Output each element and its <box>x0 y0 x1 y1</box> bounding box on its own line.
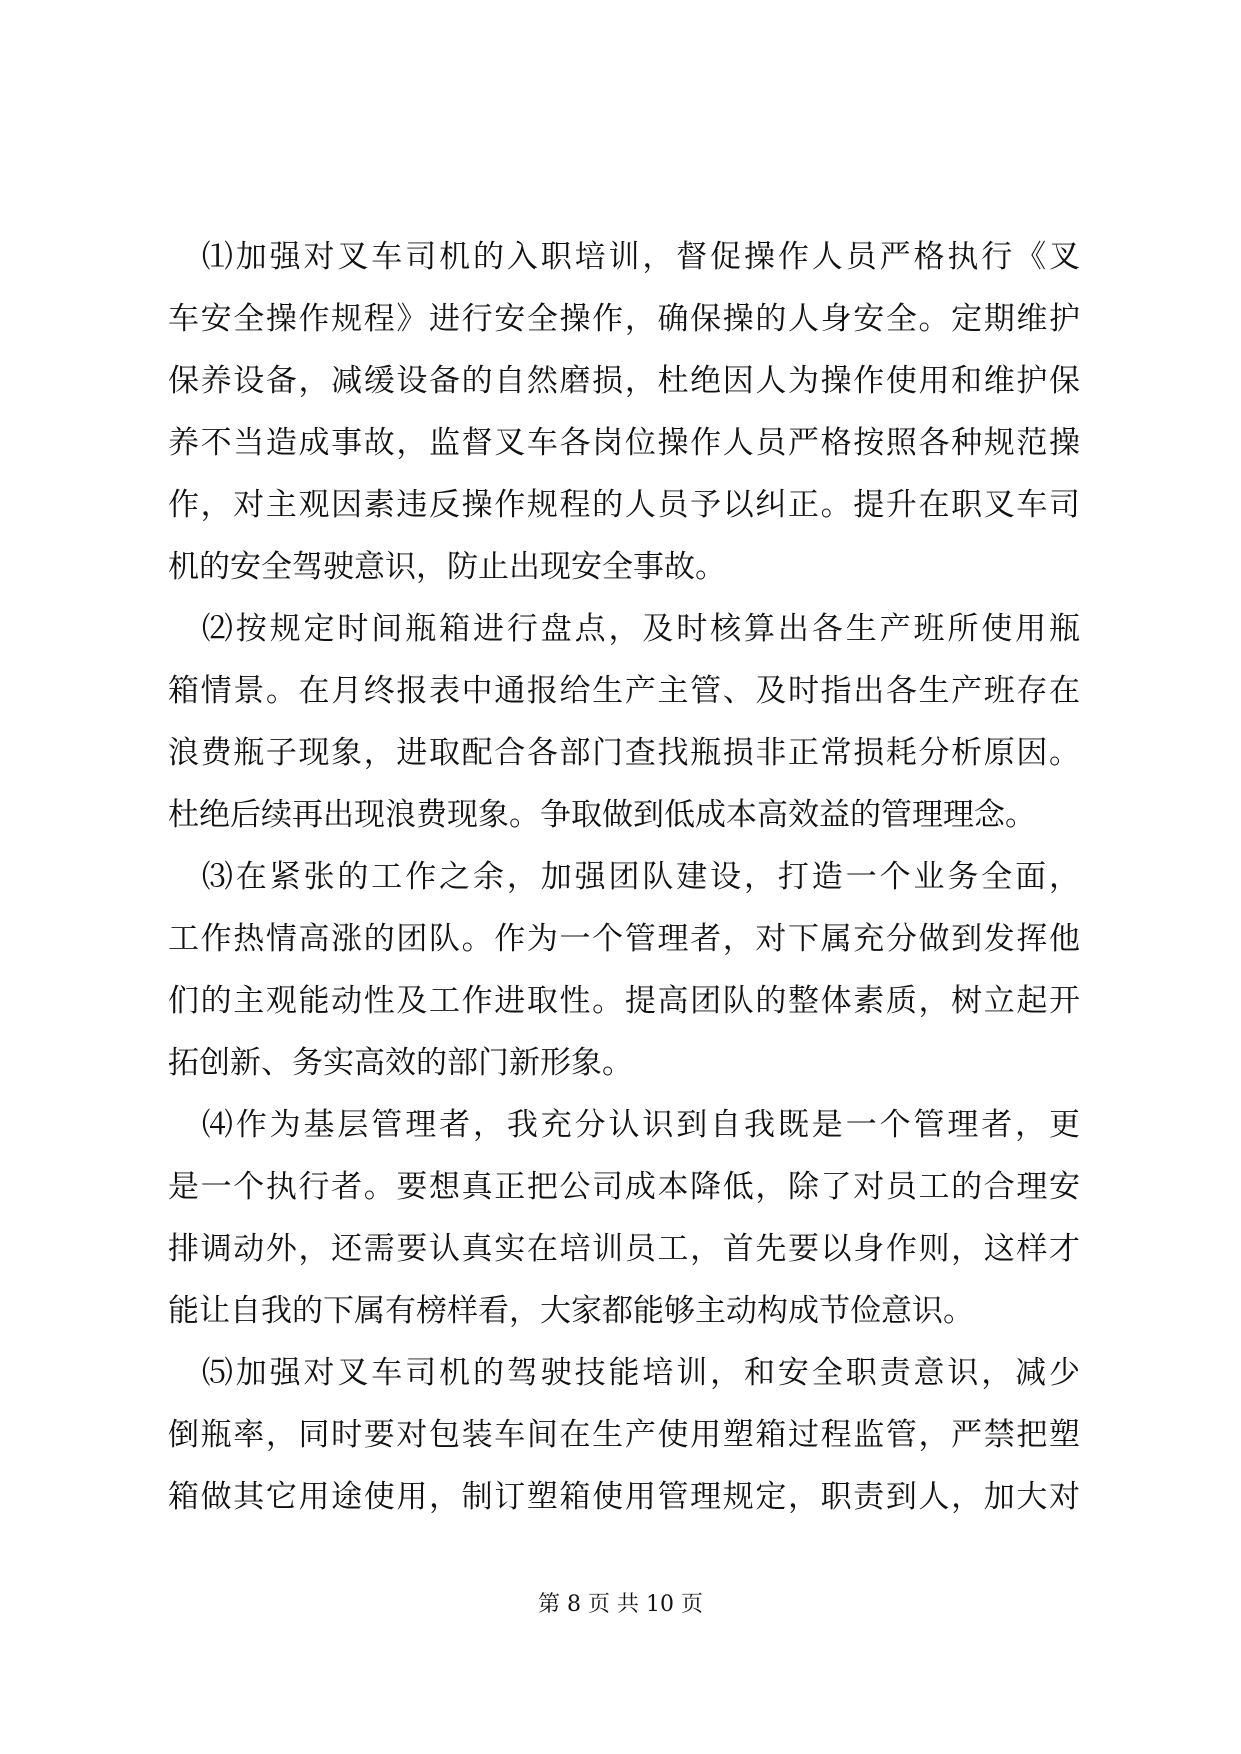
paragraph-line: ⑷作为基层管理者，我充分认识到自我既是一个管理者，更 <box>168 1107 1080 1143</box>
paragraph-line: 养不当造成事故，监督叉车各岗位操作人员严格按照各种规范操 <box>168 425 1080 461</box>
paragraph-line: 拓创新、务实高效的部门新形象。 <box>168 1045 633 1081</box>
paragraph-line: 浪费瓶子现象，进取配合各部门查找瓶损非正常损耗分析原因。 <box>168 735 1080 771</box>
paragraph-line: 箱做其它用途使用，制订塑箱使用管理规定，职责到人，加大对 <box>168 1479 1080 1515</box>
paragraph-line: ⑵按规定时间瓶箱进行盘点，及时核算出各生产班所使用瓶 <box>168 611 1080 647</box>
paragraph-line: 排调动外，还需要认真实在培训员工，首先要以身作则，这样才 <box>168 1231 1080 1267</box>
paragraph-line: 保养设备，减缓设备的自然磨损，杜绝因人为操作使用和维护保 <box>168 363 1080 399</box>
paragraph-line: 是一个执行者。要想真正把公司成本降低，除了对员工的合理安 <box>168 1169 1080 1205</box>
document-body <box>168 226 1080 1528</box>
paragraph-5 <box>168 1342 1080 1528</box>
paragraph-line: 车安全操作规程》进行安全操作，确保操的人身安全。定期维护 <box>168 301 1080 337</box>
paragraph-line: ⑶在紧张的工作之余，加强团队建设，打造一个业务全面， <box>168 859 1080 895</box>
paragraph-1 <box>168 226 1080 598</box>
paragraph-line: ⑴加强对叉车司机的入职培训，督促操作人员严格执行《叉 <box>168 239 1080 275</box>
paragraph-line: 工作热情高涨的团队。作为一个管理者，对下属充分做到发挥他 <box>168 921 1080 957</box>
paragraph-line: 能让自我的下属有榜样看，大家都能够主动构成节俭意识。 <box>168 1293 974 1329</box>
paragraph-line: 倒瓶率，同时要对包装车间在生产使用塑箱过程监管，严禁把塑 <box>168 1417 1080 1453</box>
page-number-label: 第 8 页 共 10 页 <box>538 1592 703 1617</box>
paragraph-4 <box>168 1094 1080 1342</box>
paragraph-3 <box>168 846 1080 1094</box>
paragraph-line: ⑸加强对叉车司机的驾驶技能培训，和安全职责意识，减少 <box>168 1355 1080 1391</box>
paragraph-line: 箱情景。在月终报表中通报给生产主管、及时指出各生产班存在 <box>168 673 1080 709</box>
paragraph-line: 作，对主观因素违反操作规程的人员予以纠正。提升在职叉车司 <box>168 487 1080 523</box>
paragraph-2 <box>168 598 1080 846</box>
paragraph-line: 杜绝后续再出现浪费现象。争取做到低成本高效益的管理理念。 <box>168 797 1036 833</box>
page-footer <box>0 1590 1241 1620</box>
paragraph-line: 机的安全驾驶意识，防止出现安全事故。 <box>168 549 726 585</box>
paragraph-line: 们的主观能动性及工作进取性。提高团队的整体素质，树立起开 <box>168 983 1080 1019</box>
